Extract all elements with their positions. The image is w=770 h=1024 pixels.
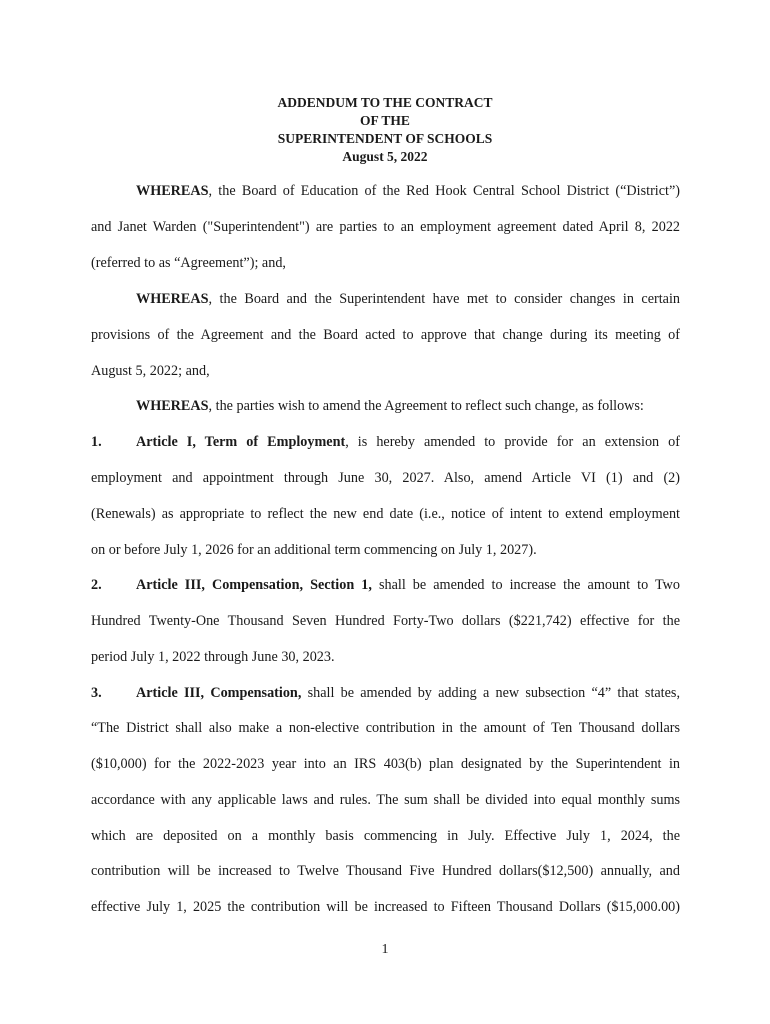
item3-bold: Article III, Compensation,	[136, 685, 302, 701]
whereas1-line-2: and Janet Warden ("Superintendent") are parties to an employment agreement dated April 8, 2022	[91, 219, 680, 235]
whereas2-line-3: August 5, 2022; and,	[91, 363, 210, 379]
item1-bold: Article I, Term of Employment	[136, 434, 346, 450]
item3-line-1: Article III, Compensation, shall be amended by adding a new subsection “4” that states,	[136, 685, 680, 701]
item2-line-1: Article III, Compensation, Section 1, shall be amended to increase the amount to Two	[136, 577, 680, 593]
item1-line-2: employment and appointment through June 30, 2027. Also, amend Article VI (1) and (2)	[91, 470, 680, 486]
whereas2-line-1: WHEREAS, the Board and the Superintendent have met to consider changes in certain	[136, 291, 680, 307]
whereas2-line-2: provisions of the Agreement and the Board acted to approve that change during its meeting of	[91, 327, 680, 343]
whereas1-line-3: (referred to as “Agreement”); and,	[91, 255, 286, 271]
item1-line-3: (Renewals) as appropriate to reflect the new end date (i.e., notice of intent to extend employment	[91, 506, 680, 522]
item2-line-3: period July 1, 2022 through June 30, 2023.	[91, 649, 335, 665]
item3-number: 3.	[91, 685, 102, 701]
page-number: 1	[381, 942, 389, 957]
item3-line-7: effective July 1, 2025 the contribution will be increased to Fifteen Thousand Dollars ($15,000.00)	[91, 899, 680, 915]
whereas1-bold: WHEREAS	[136, 183, 209, 199]
item3-line-2: “The District shall also make a non-elective contribution in the amount of Ten Thousand dollars	[91, 720, 680, 736]
item3-line-4: accordance with any applicable laws and rules. The sum shall be divided into equal monthly sums	[91, 792, 680, 808]
heading-line-3: SUPERINTENDENT OF SCHOOLS	[277, 131, 493, 146]
item1-line-4: on or before July 1, 2026 for an additional term commencing on July 1, 2027).	[91, 542, 537, 558]
whereas2-bold: WHEREAS	[136, 291, 209, 307]
item1-number: 1.	[91, 434, 102, 450]
heading-date: August 5, 2022	[342, 149, 428, 164]
item1-line-1: Article I, Term of Employment, is hereby amended to provide for an extension of	[136, 434, 680, 450]
whereas3-line-1: WHEREAS, the parties wish to amend the Agreement to reflect such change, as follows:	[136, 398, 644, 414]
item2-number: 2.	[91, 577, 102, 593]
item2-line-2: Hundred Twenty-One Thousand Seven Hundred Forty-Two dollars ($221,742) effective for the	[91, 613, 680, 629]
item3-line-6: contribution will be increased to Twelve Thousand Five Hundred dollars($12,500) annually, and	[91, 863, 680, 879]
whereas1-line-1: WHEREAS, the Board of Education of the Red Hook Central School District (“District”)	[136, 183, 680, 199]
item3-line-3: ($10,000) for the 2022-2023 year into an IRS 403(b) plan designated by the Superintendent in	[91, 756, 680, 772]
item2-bold: Article III, Compensation, Section 1,	[136, 577, 372, 593]
heading-line-1: ADDENDUM TO THE CONTRACT	[277, 95, 493, 110]
item3-line-5: which are deposited on a monthly basis commencing in July. Effective July 1, 2024, the	[91, 828, 680, 844]
whereas3-bold: WHEREAS	[136, 398, 209, 414]
heading-line-2: OF THE	[360, 113, 410, 128]
document-heading	[0, 94, 770, 166]
